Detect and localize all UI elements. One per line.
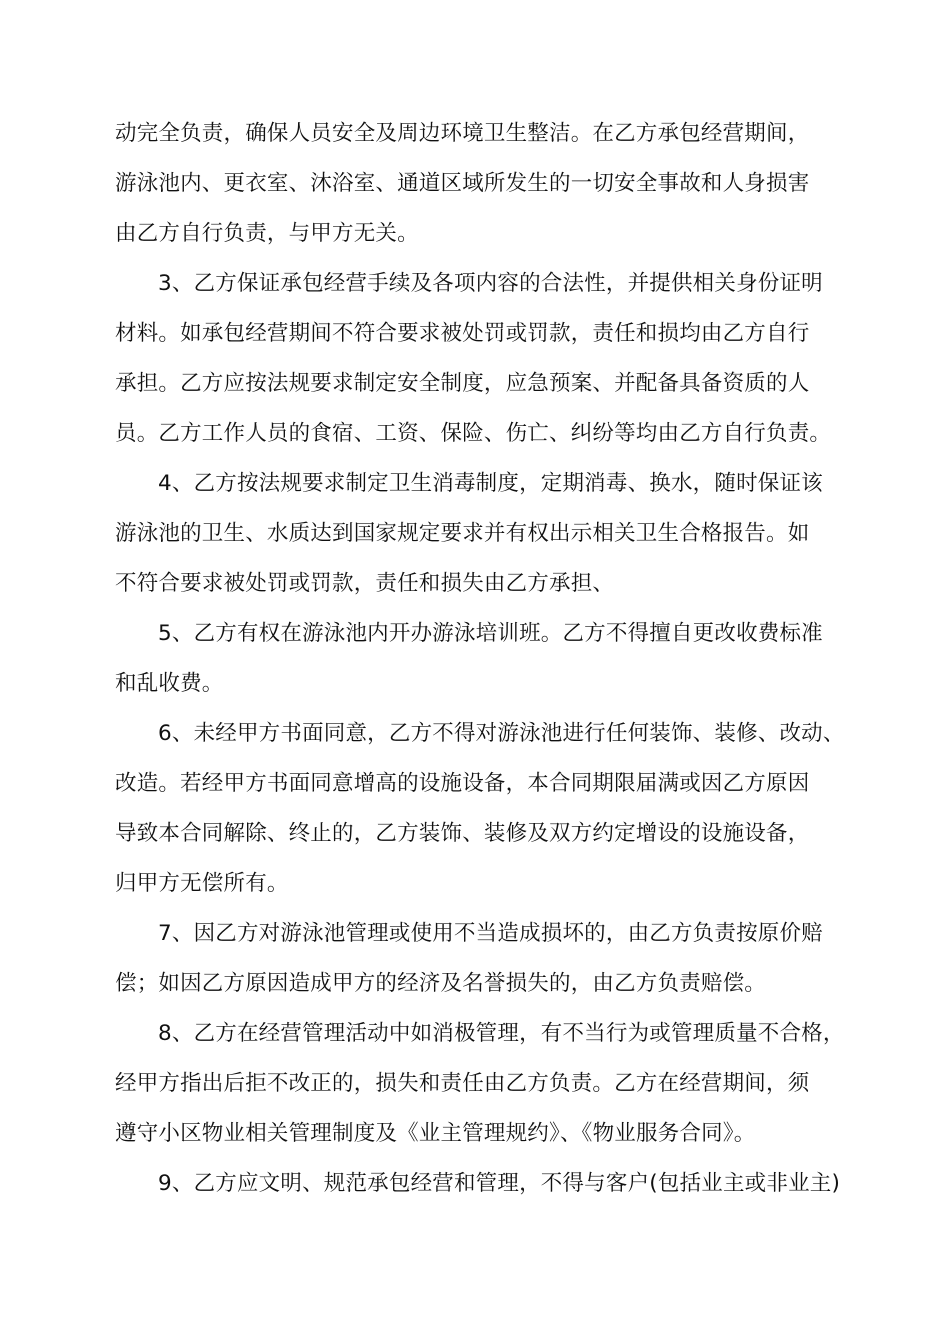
text-line: 员。乙方工作人员的食宿、工资、保险、伤亡、纠纷等均由乙方自行负责。 [115, 421, 832, 446]
text-line: 游泳池的卫生、水质达到国家规定要求并有权出示相关卫生合格报告。如 [115, 521, 810, 546]
text-line: 不符合要求被处罚或罚款，责任和损失由乙方承担、 [115, 571, 615, 596]
paragraph-7-start: 7、因乙方对游泳池管理或使用不当造成损坏的，由乙方负责按原价赔 [158, 921, 823, 946]
text-line: 动完全负责，确保人员安全及周边环境卫生整洁。在乙方承包经营期间， [115, 121, 810, 146]
paragraph-9-start: 9、乙方应文明、规范承包经营和管理，不得与客户(包括业主或非业主) [158, 1171, 841, 1196]
text-line: 由乙方自行负责，与甲方无关。 [115, 221, 419, 246]
text-line: 游泳池内、更衣室、沐浴室、通道区域所发生的一切安全事故和人身损害 [115, 171, 810, 196]
text-line: 经甲方指出后拒不改正的，损失和责任由乙方负责。乙方在经营期间，须 [115, 1071, 810, 1096]
text-line: 导致本合同解除、终止的，乙方装饰、装修及双方约定增设的设施设备， [115, 821, 810, 846]
text-line: 和乱收费。 [115, 671, 224, 696]
paragraph-3-start: 3、乙方保证承包经营手续及各项内容的合法性，并提供相关身份证明 [158, 271, 823, 296]
text-line: 材料。如承包经营期间不符合要求被处罚或罚款，责任和损均由乙方自行 [115, 321, 810, 346]
text-line: 偿；如因乙方原因造成甲方的经济及名誉损失的，由乙方负责赔偿。 [115, 971, 767, 996]
paragraph-5-start: 5、乙方有权在游泳池内开办游泳培训班。乙方不得擅自更改收费标准 [158, 621, 823, 646]
text-line: 遵守小区物业相关管理制度及《业主管理规约》、《物业服务合同》。 [115, 1121, 756, 1146]
paragraph-4-start: 4、乙方按法规要求制定卫生消毒制度，定期消毒、换水，随时保证该 [158, 471, 823, 496]
text-line: 改造。若经甲方书面同意增高的设施设备，本合同期限届满或因乙方原因 [115, 771, 810, 796]
paragraph-8-start: 8、乙方在经营管理活动中如消极管理，有不当行为或管理质量不合格， [158, 1021, 845, 1046]
paragraph-6-start: 6、未经甲方书面同意，乙方不得对游泳池进行任何装饰、装修、改动、 [158, 721, 845, 746]
text-line: 归甲方无偿所有。 [115, 871, 289, 896]
text-line: 承担。乙方应按法规要求制定安全制度，应急预案、并配备具备资质的人 [115, 371, 810, 396]
